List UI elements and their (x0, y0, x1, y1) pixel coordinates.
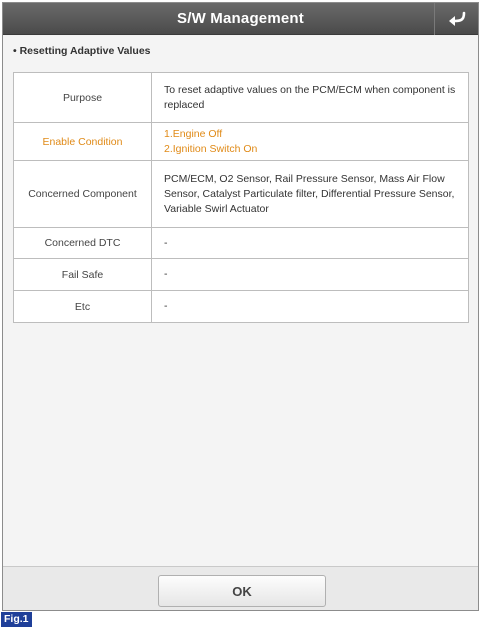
figure-label: Fig.1 (1, 612, 32, 627)
table-row-enable-condition (14, 123, 469, 161)
condition-line: 2.Ignition Switch On (164, 142, 258, 155)
row-value: - (152, 259, 469, 291)
row-label: Purpose (14, 73, 152, 123)
back-button[interactable] (434, 3, 478, 35)
table-row-fail-safe (14, 259, 469, 291)
row-value: - (152, 228, 469, 259)
row-label: Enable Condition (14, 123, 152, 161)
condition-line: 1.Engine Off (164, 127, 223, 140)
section-title: • Resetting Adaptive Values (13, 45, 151, 57)
ok-button[interactable]: OK (158, 575, 326, 607)
row-value: - (152, 291, 469, 323)
adaptive-values-table (13, 72, 469, 323)
window-title: S/W Management (177, 10, 304, 27)
row-value: PCM/ECM, O2 Sensor, Rail Pressure Sensor, Mass Air Flow Sensor, Catalyst Particulate filter, Differential Pressure Sensor, Variable Swirl Actuator (152, 161, 469, 228)
row-label: Concerned Component (14, 161, 152, 228)
row-label: Etc (14, 291, 152, 323)
table-row-concerned-dtc (14, 228, 469, 259)
table-row-purpose (14, 73, 469, 123)
table-row-concerned-component (14, 161, 469, 228)
footer-bar (3, 566, 478, 610)
row-value: To reset adaptive values on the PCM/ECM when component is replaced (152, 73, 469, 123)
table-row-etc (14, 291, 469, 323)
row-label: Fail Safe (14, 259, 152, 291)
row-label: Concerned DTC (14, 228, 152, 259)
return-arrow-icon (447, 11, 467, 27)
content-area (3, 36, 478, 566)
sw-management-window (2, 2, 479, 611)
title-bar (3, 3, 478, 35)
row-value (152, 123, 469, 161)
